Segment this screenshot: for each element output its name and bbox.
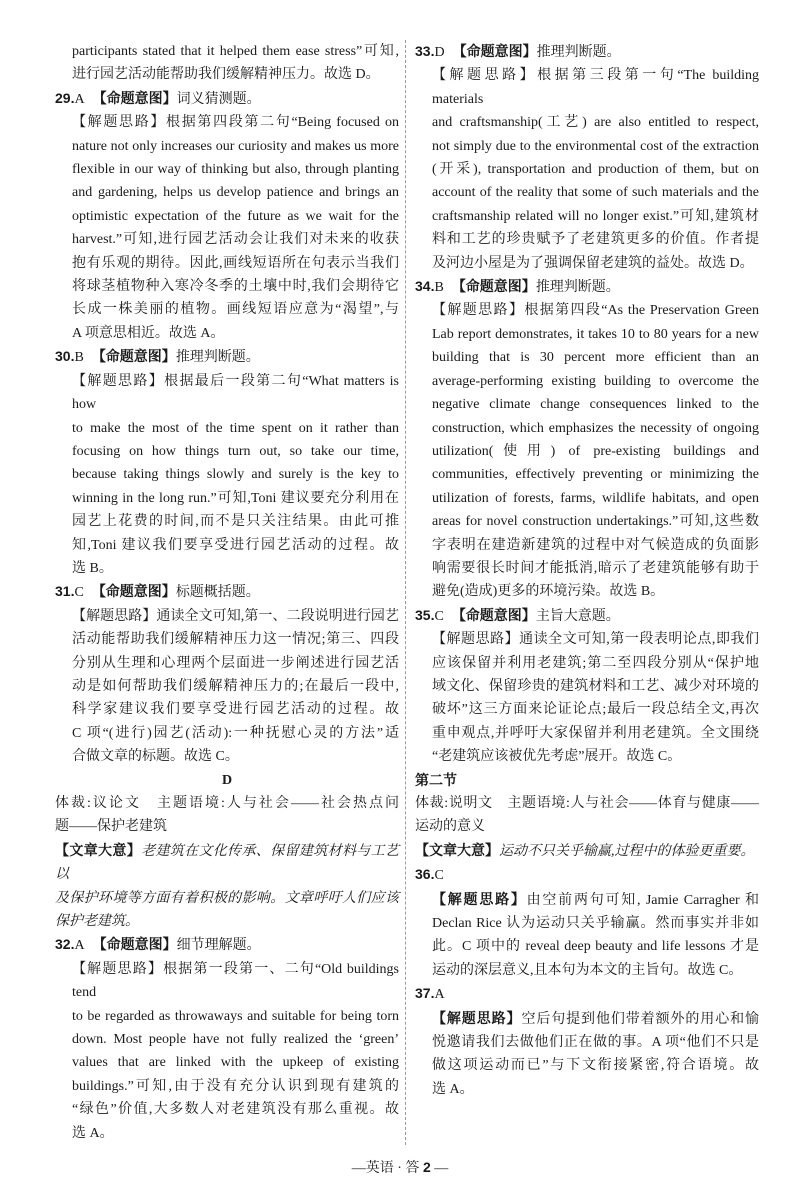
intent-label: 【命题意图】: [452, 43, 537, 59]
line-text: to be regarded as throwaways and suitable for being torn: [72, 1008, 399, 1024]
line-text: not simply due to the environmental cost of the extraction: [432, 138, 759, 154]
line-text: 动是如何帮助我们缓解精神压力的;在最后一段中,: [72, 678, 399, 694]
text-line: [55, 370, 399, 417]
question-number: 30.: [55, 348, 75, 365]
paragraph: [415, 888, 759, 983]
line-text: “老建筑应该被优先考虑”展开。故选 C。: [432, 749, 682, 765]
text-line: [415, 698, 759, 721]
line-text: 科学家建议我们要享受进行园艺活动的过程。故: [72, 702, 399, 718]
question-number: 37.: [415, 985, 435, 1002]
line-text: 选 A。: [432, 1081, 474, 1097]
text-line: [415, 652, 759, 675]
paragraph: [415, 839, 759, 863]
section-heading: D: [221, 772, 233, 788]
line-text: 活动能帮助我们缓解精神压力这一情况;第三、四段: [72, 632, 399, 648]
line-text: 料和工艺的珍贵赋予了老建筑更多的价值。作者提: [432, 232, 759, 248]
answer-letter: A: [74, 91, 85, 107]
text-line: [55, 887, 399, 910]
question-header: [55, 580, 399, 604]
line-text: 重申观点,并呼吁大家保留并利用老建筑。全文围绕: [432, 725, 759, 741]
question-header: [415, 982, 759, 1006]
line-text: 破坏”这三方面来论证论点;最后一段总结全文,再次: [432, 702, 759, 718]
text-line: [415, 839, 759, 863]
line-text: 运动的意义: [415, 819, 485, 835]
line-text: 及保护环境等方面有着积极的影响。文章呼吁人们应该: [55, 890, 399, 906]
line-text: down. Most people have not fully realized the ‘green’: [72, 1032, 399, 1048]
text-line: [55, 958, 399, 1005]
section-heading: 第二节: [415, 771, 457, 788]
text-line: [415, 417, 759, 440]
line-text: 字表明在建造新建筑的过程中对气候造成的负面影: [432, 537, 759, 553]
line-text: utilization of forests, farms, wildlife habitats, and open: [432, 490, 759, 506]
text-line: [55, 745, 399, 768]
text-line: [415, 675, 759, 698]
text-line: [415, 370, 759, 393]
section-label: 【解题思路】: [432, 1009, 522, 1026]
line-text: 长成一株美丽的植物。画线短语应意为“渴望”,与: [72, 302, 399, 318]
text-line: [415, 792, 759, 815]
text-line: [55, 628, 399, 651]
line-text: 避免(造成)更多的环境污染。故选 B。: [432, 584, 665, 600]
line-text: A 项意思相近。故选 A。: [72, 325, 225, 341]
section-label: 【文章大意】: [55, 841, 142, 858]
intent-label: 【命题意图】: [92, 89, 177, 106]
intent-label: 【命题意图】: [92, 936, 177, 953]
line-text: craftsmanship related will no longer exist.”可知,建筑材: [432, 208, 759, 224]
question-header: [55, 87, 399, 111]
text-line: [55, 322, 399, 345]
paragraph: [415, 299, 759, 603]
text-line: [415, 1007, 759, 1031]
question-number: 36.: [415, 866, 435, 883]
line-text: 及河边小屋是为了强调保留老建筑的益处。故选 D。: [432, 255, 754, 271]
line-text: and craftsmanship(工艺) are also entitled to respect,: [432, 115, 759, 131]
line-text: 【解题思路】通读全文可知,第一段表明论点,即我们: [432, 632, 759, 648]
answer-letter: C: [74, 585, 84, 601]
answer-letter: D: [434, 45, 445, 60]
text-line: [55, 463, 399, 486]
line-text: because taking things slowly and surely is the key to: [72, 467, 399, 483]
line-text: 【解题思路】根据第一段第一、二句“Old buildings tend: [72, 961, 399, 1001]
text-line: [55, 1051, 399, 1074]
question-type: 标题概括题。: [175, 585, 260, 601]
line-text: participants stated that it helped them ease stress”可知,: [72, 44, 399, 59]
answer-letter: C: [434, 868, 444, 884]
paragraph: [55, 792, 399, 839]
text-line: [415, 912, 759, 935]
line-text: 【解题思路】根据最后一段第二句“What matters is how: [72, 373, 399, 413]
paragraph: [415, 64, 759, 275]
question-number: 34.: [415, 278, 435, 295]
line-text: (开采), transportation and production of them, but on: [432, 162, 759, 178]
text-line: [55, 557, 399, 580]
intent-label: 【命题意图】: [451, 606, 536, 623]
text-line: [55, 839, 399, 887]
answer-letter: B: [74, 350, 84, 366]
line-text: negative climate change consequences linked to the: [432, 397, 759, 413]
question-number: 29.: [55, 89, 75, 106]
line-text: 抱有乐观的期待。因此,画线短语所在句表示当我们: [72, 255, 399, 271]
line-text: 【解题思路】根据第三段第一句“The building materials: [432, 68, 759, 107]
question-number: 31.: [55, 583, 75, 600]
line-text: 做这项运动而已”与下文衔接紧密,符合语境。故: [432, 1058, 759, 1074]
text-line: [415, 888, 759, 912]
text-line: [415, 463, 759, 486]
question-header: [55, 345, 399, 369]
text-line: [415, 181, 759, 204]
text-line: [55, 298, 399, 321]
text-line: [55, 910, 399, 933]
question-header: [55, 933, 399, 957]
question-number: 33.: [415, 43, 435, 59]
line-text: 选 B。: [72, 560, 113, 576]
left-column: [55, 40, 399, 1145]
line-text: utilization(使用) of pre-existing buildings and: [432, 443, 759, 459]
line-text: 体裁:说明文 主题语境:人与社会——体育与健康——: [415, 796, 759, 811]
line-text: 域文化、保留珍贵的建筑材料和工艺、减少对环境的: [432, 678, 759, 694]
text-line: [415, 158, 759, 181]
line-text: 保护老建筑。: [55, 914, 139, 930]
line-text: “绿色”价值,大多数人对老建筑没有那么重视。故: [72, 1102, 399, 1118]
text-line: [415, 440, 759, 463]
answer-letter: C: [434, 608, 444, 624]
text-line: [415, 252, 759, 275]
paragraph: [55, 958, 399, 1145]
line-text: focusing on how things turn out, so take our time,: [72, 443, 399, 459]
paragraph: [55, 111, 399, 345]
text-line: [415, 935, 759, 958]
text-line: [415, 510, 759, 533]
line-text: 园艺上花费的时间,而不是只关注结果。由此可推: [72, 514, 399, 530]
section-label: 【文章大意】: [415, 841, 499, 858]
line-text: 【解题思路】根据第四段“As the Preservation Green: [432, 303, 759, 319]
text-line: [415, 1078, 759, 1101]
columns: [0, 40, 800, 1145]
line-text: 选 A。: [72, 1125, 114, 1141]
text-line: [55, 487, 399, 510]
line-text: 运动的深层意义,且本句为本文的主旨句。故选 C。: [432, 962, 743, 978]
text-line: [415, 346, 759, 369]
line-text: communities, effectively preventing or minimizing the: [432, 467, 759, 483]
line-text: values that are linked with the upkeep of existing: [72, 1055, 399, 1071]
line-text: 题——保护老建筑: [55, 819, 167, 835]
question-header: [415, 863, 759, 887]
question-header: [415, 40, 759, 64]
text-line: [55, 534, 399, 557]
text-line: [415, 959, 759, 982]
text-line: [415, 628, 759, 651]
paragraph: [55, 40, 399, 87]
question-type: 推理判断题。: [535, 280, 620, 296]
text-line: [55, 698, 399, 721]
text-line: [415, 745, 759, 768]
line-text: 【解题思路】根据第四段第二句“Being focused on: [72, 115, 399, 131]
line-text: nature not only increases our curiosity and makes us more: [72, 138, 399, 154]
question-type: 推理判断题。: [175, 350, 260, 366]
text-line: [415, 205, 759, 228]
line-text: 应该保留并利用老建筑;第二至四段分别从“保护地: [432, 655, 759, 671]
text-line: [415, 393, 759, 416]
line-text: 此。C 项中的 reveal deep beauty and life lessons 才是: [432, 939, 759, 955]
text-line: [55, 652, 399, 675]
line-text: Declan Rice 认为运动只关乎输赢。然而事实并非如: [432, 916, 759, 932]
text-line: [55, 1028, 399, 1051]
paragraph: [415, 628, 759, 768]
line-text: areas for novel construction undertakings.”可知,这些数: [432, 514, 759, 530]
text-line: [55, 228, 399, 251]
text-line: [415, 1054, 759, 1077]
question-header: [415, 275, 759, 299]
footer-suffix: —: [430, 1161, 449, 1177]
column-divider: [405, 40, 406, 1145]
right-column: [415, 40, 759, 1101]
text-line: [415, 534, 759, 557]
line-text: 响需要很长时间才能抵消,暗示了老建筑能够有助于: [432, 560, 759, 576]
text-line: [55, 440, 399, 463]
text-line: [55, 205, 399, 228]
paragraph: [55, 370, 399, 581]
question-type: 推理判断题。: [536, 45, 621, 60]
line-text: and gardening, helps us develop patience and brings an: [72, 185, 399, 201]
line-text: flexible in our way of thinking but also, through planting: [72, 162, 399, 178]
text-line: [415, 815, 759, 838]
paragraph: [415, 1007, 759, 1102]
text-line: [55, 135, 399, 158]
line-text: 由空前两句可知, Jamie Carragher 和: [526, 892, 759, 908]
text-line: [55, 815, 399, 838]
line-text: building that is 30 percent more efficient than an: [432, 350, 759, 366]
intent-label: 【命题意图】: [91, 583, 176, 600]
question-type: 细节理解题。: [176, 938, 261, 954]
text-line: [55, 181, 399, 204]
line-text: 【解题思路】通读全文可知,第一、二段说明进行园艺: [72, 608, 399, 624]
page-footer: [0, 1157, 800, 1189]
text-line: [415, 299, 759, 322]
line-text: 将球茎植物种入寒冷冬季的土壤中时,我们会期待它: [72, 279, 399, 295]
text-line: [55, 111, 399, 134]
question-number: 35.: [415, 606, 435, 623]
line-text: 空后句提到他们带着额外的用心和愉: [521, 1011, 760, 1027]
line-text: 合做文章的标题。故选 C。: [72, 749, 239, 765]
intent-label: 【命题意图】: [451, 278, 536, 295]
text-line: [415, 557, 759, 580]
text-line: [55, 605, 399, 628]
text-line: [415, 487, 759, 510]
line-text: C 项“(进行)园艺(活动):一种抚慰心灵的方法”适: [72, 725, 399, 741]
paragraph: [55, 839, 399, 934]
line-text: winning in the long run.”可知,Toni 建议要充分利用在: [72, 490, 399, 506]
text-line: [55, 675, 399, 698]
line-text: 悦邀请我们去做他们正在做的事。A 项“他们不只是: [432, 1035, 759, 1051]
page-number: 2: [422, 1159, 431, 1176]
text-line: [55, 1122, 399, 1145]
text-line: [55, 40, 399, 63]
line-text: average-performing existing building to overcome the: [432, 373, 759, 389]
text-line: [415, 580, 759, 603]
text-line: [415, 135, 759, 158]
text-line: [55, 510, 399, 533]
text-line: [55, 722, 399, 745]
footer-prefix: —英语 · 答: [351, 1161, 423, 1177]
text-line: [55, 792, 399, 815]
text-line: [415, 64, 759, 111]
text-line: [415, 111, 759, 134]
answer-letter: A: [434, 987, 445, 1003]
line-text: harvest.”可知,进行园艺活动会让我们对未来的收获: [72, 232, 399, 248]
line-text: buildings.”可知,由于没有充分认识到现有建筑的: [72, 1078, 399, 1094]
line-text: account of the reality that some of such materials and the: [432, 185, 759, 201]
text-line: [55, 1075, 399, 1098]
text-line: [55, 417, 399, 440]
line-text: 分别从生理和心理两个层面进一步阐述进行园艺活: [72, 655, 399, 671]
line-text: 体裁:议论文 主题语境:人与社会——社会热点问: [55, 796, 399, 811]
line-text: 运动不只关乎输赢,过程中的体验更重要。: [499, 843, 755, 859]
section-label: 【解题思路】: [432, 890, 527, 907]
answer-letter: A: [74, 938, 85, 954]
text-line: [55, 252, 399, 275]
text-line: [415, 1031, 759, 1054]
question-header: [415, 604, 759, 628]
text-line: [55, 63, 399, 86]
question-type: 主旨大意题。: [535, 608, 620, 624]
text-line: [55, 1098, 399, 1121]
line-text: construction, which emphasizes the necessity of ongoing: [432, 420, 759, 436]
paragraph: [415, 792, 759, 839]
intent-label: 【命题意图】: [91, 348, 176, 365]
answer-letter: B: [434, 280, 444, 296]
line-text: Lab report demonstrates, it takes 10 to 80 years for a new: [432, 326, 759, 342]
line-text: to make the most of the time spent on it rather than: [72, 420, 399, 436]
line-text: 老建筑在文化传承、保留建筑材料与工艺以: [55, 843, 400, 883]
text-line: [415, 228, 759, 251]
text-line: [55, 275, 399, 298]
text-line: [55, 1005, 399, 1028]
paragraph: [55, 605, 399, 769]
line-text: 知,Toni 建议我们要享受进行园艺活动的过程。故: [72, 537, 399, 553]
text-line: [55, 158, 399, 181]
line-text: 进行园艺活动能帮助我们缓解精神压力。故选 D。: [72, 67, 380, 83]
text-line: [415, 722, 759, 745]
question-number: 32.: [55, 936, 75, 953]
line-text: optimistic expectation of the future as we wait for the: [72, 208, 399, 224]
text-line: [415, 323, 759, 346]
question-type: 词义猜测题。: [176, 91, 261, 107]
